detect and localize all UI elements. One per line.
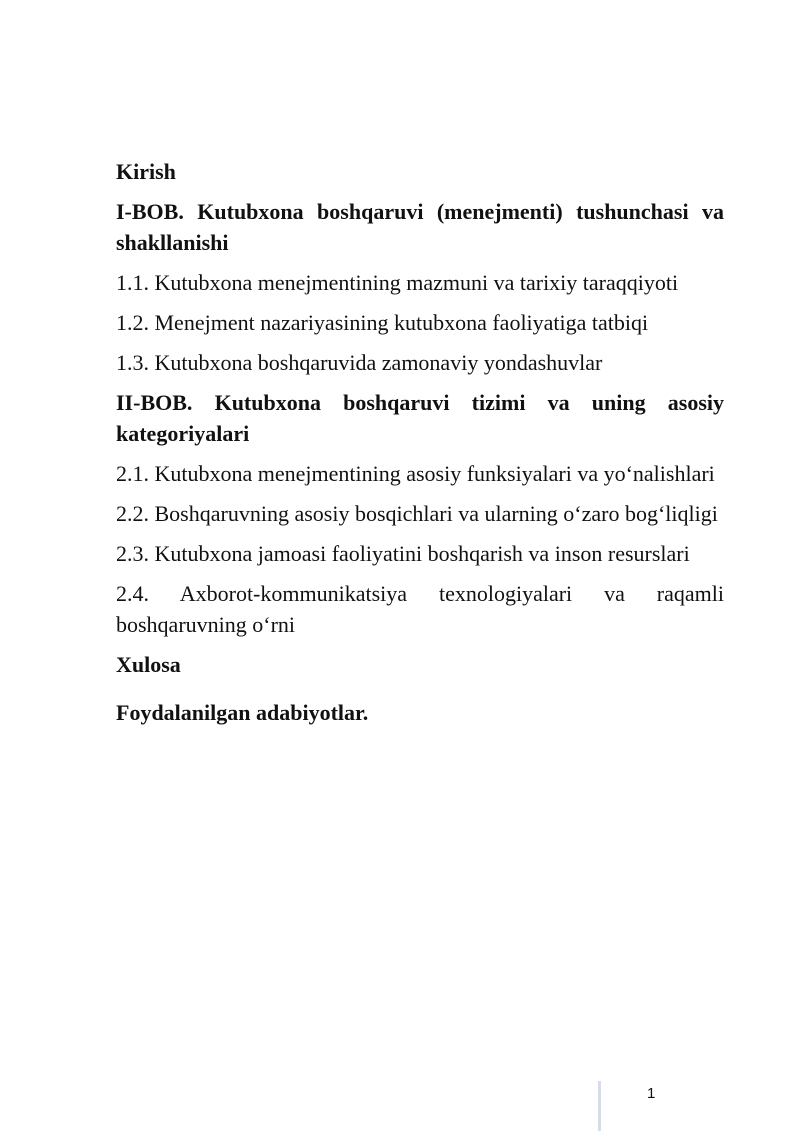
toc-entry-chapter-1 <box>116 196 724 258</box>
toc-entry-adabiyotlar: Foydalanilgan adabiyotlar. <box>116 700 369 725</box>
page-number: 1 <box>647 1085 656 1102</box>
chapter-1-title: . Kutubxona boshqaruvi (menejmenti) tushunchasi va shakllanishi <box>116 199 724 255</box>
toc-entry-1-1: 1.1. Kutubxona menejmentining mazmuni va tarixiy taraqqiyoti <box>116 270 679 295</box>
chapter-1-label: I-BOB <box>116 199 179 224</box>
footer-divider <box>598 1081 601 1131</box>
toc-entry-2-1: 2.1. Kutubxona menejmentining asosiy funksiyalari va yo‘nalishlari <box>116 461 715 486</box>
toc-entry-1-3: 1.3. Kutubxona boshqaruvida zamonaviy yondashuvlar <box>116 350 603 375</box>
toc-entry-2-2: 2.2. Boshqaruvning asosiy bosqichlari va ularning o‘zaro bog‘liqligi <box>116 501 718 526</box>
toc-entry-1-2: 1.2. Menejment nazariyasining kutubxona faoliyatiga tatbiqi <box>116 310 649 335</box>
toc-entry-xulosa: Xulosa <box>116 652 181 677</box>
toc-entry-2-3: 2.3. Kutubxona jamoasi faoliyatini boshqarish va inson resurslari <box>116 541 690 566</box>
table-of-contents <box>116 156 724 728</box>
toc-entry-chapter-2: II-BOB. Kutubxona boshqaruvi tizimi va uning asosiy kategoriyalari <box>116 390 724 446</box>
toc-entry-kirish: Kirish <box>116 159 176 184</box>
page-footer <box>598 1081 718 1131</box>
toc-entry-2-4: 2.4. Axborot-kommunikatsiya texnologiyalari va raqamli boshqaruvning o‘rni <box>116 581 724 637</box>
